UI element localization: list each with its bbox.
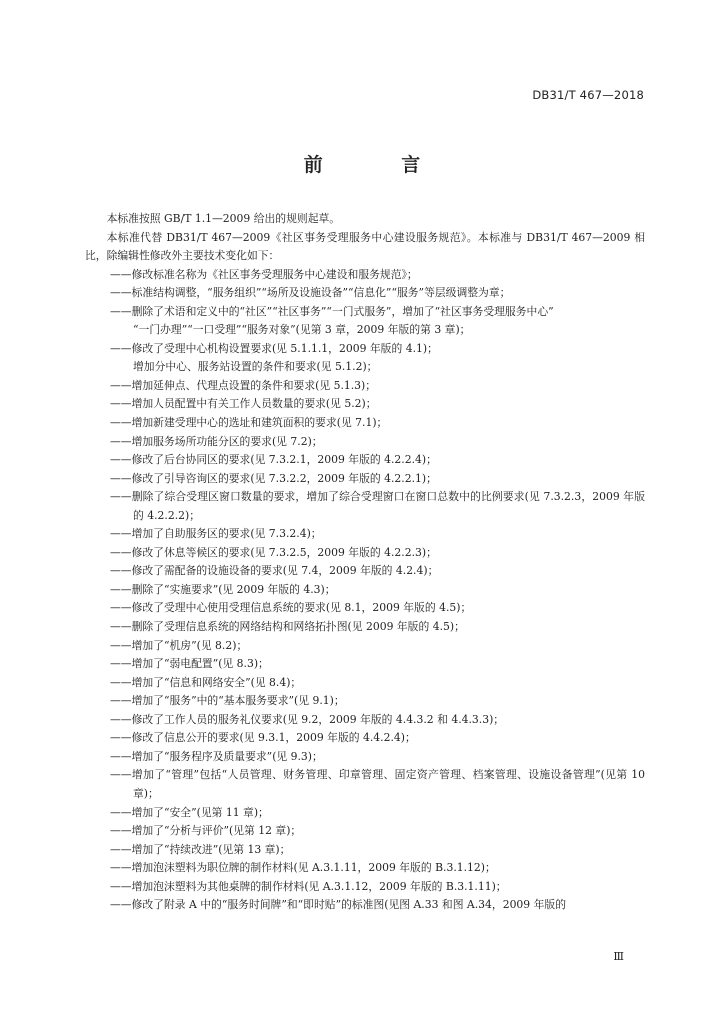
list-item-continuation: 增加分中心、服务站设置的条件和要求(见 5.1.2)； xyxy=(133,360,378,374)
list-item: ——增加了“服务程序及质量要求”(见 9.3)； xyxy=(110,749,323,763)
document-body xyxy=(85,210,645,915)
list-item: ——修改了休息等候区的要求(见 7.3.2.5，2009 年版的 4.2.2.3)； xyxy=(110,545,437,559)
list-item: ——增加了“机房”(见 8.2)； xyxy=(110,638,248,652)
list-item: ——增加服务场所功能分区的要求(见 7.2)； xyxy=(110,434,323,448)
list-item: ——修改了引导咨询区的要求(见 7.3.2.2，2009 年版的 4.2.2.1)； xyxy=(110,471,437,485)
list-item-continuation: “一门办理”“一口受理”“服务对象”(见第 3 章，2009 年版的第 3 章)； xyxy=(133,323,471,337)
list-item: ——修改了受理中心使用受理信息系统的要求(见 8.1，2009 年版的 4.5)； xyxy=(110,601,472,615)
list-item: ——增加了“分析与评价”(见第 12 章)； xyxy=(110,824,302,838)
page-number: Ⅲ xyxy=(613,950,624,963)
list-item: ——增加新建受理中心的选址和建筑面积的要求(见 7.1)； xyxy=(110,416,388,430)
list-item: ——增加了“持续改进”(见第 13 章)； xyxy=(110,842,291,856)
list-item: ——删除了综合受理区窗口数量的要求，增加了综合受理窗口在窗口总数中的比例要求(见 7.3.2.3，2009 年版的 4.2.2.2)； xyxy=(110,490,645,522)
list-item: ——修改了附录 A 中的“服务时间牌”和“即时贴”的标准图(见图 A.33 和图 A.34，2009 年版的 xyxy=(110,898,566,912)
list-item: ——修改了需配备的设施设备的要求(见 7.4，2009 年版的 4.2.4)； xyxy=(110,564,439,578)
list-item: ——增加了“管理”包括“人员管理、财务管理、印章管理、固定资产管理、档案管理、设施设备管理”(见第 10 章)； xyxy=(110,768,645,800)
list-item: ——删除了受理信息系统的网络结构和网络拓扑图(见 2009 年版的 4.5)； xyxy=(110,620,465,634)
list-item: ——删除了“实施要求”(见 2009 年版的 4.3)； xyxy=(110,582,336,596)
list-item: ——修改了受理中心机构设置要求(见 5.1.1.1，2009 年版的 4.1)； xyxy=(110,341,438,355)
list-item: ——删除了术语和定义中的“社区”“社区事务”“一门式服务”，增加了“社区事务受理服务中心” xyxy=(110,304,554,318)
list-item: ——增加延伸点、代理点设置的条件和要求(见 5.1.3)； xyxy=(110,378,377,392)
list-item: ——增加泡沫塑料为职位牌的制作材料(见 A.3.1.11，2009 年版的 B.3.1.12)； xyxy=(110,861,496,875)
list-item: ——增加了“信息和网络安全”(见 8.4)； xyxy=(110,675,302,689)
list-item: ——修改标准名称为《社区事务受理服务中心建设和服务规范》； xyxy=(110,267,418,281)
paragraph-drafting-rule: 本标准按照 GB/T 1.1—2009 给出的规则起草。 xyxy=(106,212,341,225)
list-item: ——修改了后台协同区的要求(见 7.3.2.1，2009 年版的 4.2.2.4)； xyxy=(110,453,437,467)
list-item: ——增加了“弱电配置”(见 8.3)； xyxy=(110,657,269,671)
page-title: 前 言 xyxy=(303,154,457,176)
list-item: ——标准结构调整，“服务组织”“场所及设施设备”“信息化”“服务”等层级调整为章； xyxy=(110,286,511,300)
list-item: ——增加泡沫塑料为其他桌牌的制作材料(见 A.3.1.12，2009 年版的 B.3.1.11)； xyxy=(110,879,507,893)
list-item: ——修改了工作人员的服务礼仪要求(见 9.2，2009 年版的 4.4.3.2 和 4.4.3.3)； xyxy=(110,712,505,726)
standard-code: DB31/T 467—2018 xyxy=(532,88,644,102)
paragraph-replacement: 本标准代替 DB31/T 467—2009《社区事务受理服务中心建设服务规范》。本标准与 DB31/T 467—2009 相比，除编辑性修改外主要技术变化如下： xyxy=(85,230,645,263)
list-item: ——修改了信息公开的要求(见 9.3.1，2009 年版的 4.4.2.4)； xyxy=(110,731,416,745)
list-item: ——增加了“服务”中的“基本服务要求”(见 9.1)； xyxy=(110,694,345,708)
list-item: ——增加了自助服务区的要求(见 7.3.2.4)； xyxy=(110,527,322,541)
list-item: ——增加了“安全”(见第 11 章)； xyxy=(110,805,269,819)
list-item: ——增加人员配置中有关工作人员数量的要求(见 5.2)； xyxy=(110,397,377,411)
